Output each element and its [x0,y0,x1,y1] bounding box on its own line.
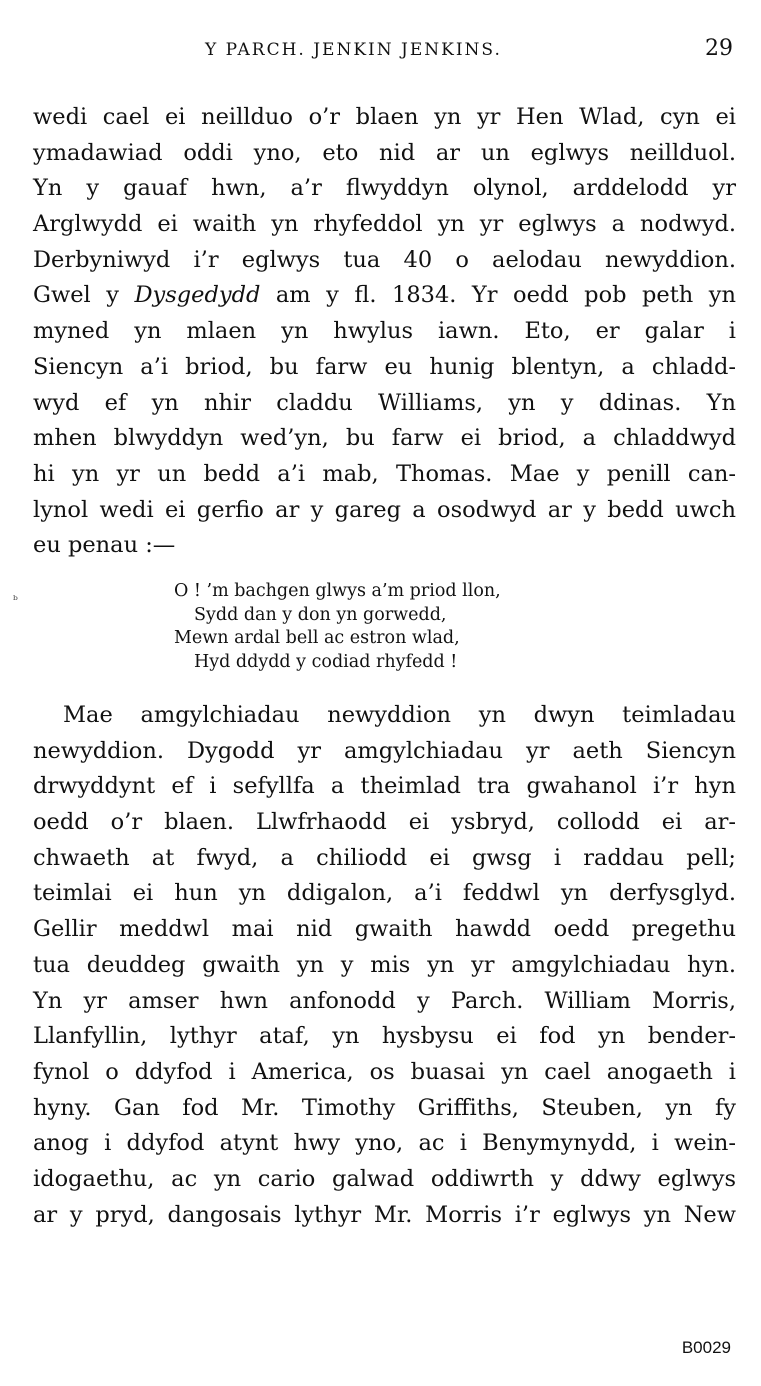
text-line: tua deuddeg gwaith yn y mis yn yr amgylchiadau hyn. [33,951,736,978]
text-line: eu penau :— [33,532,176,559]
poem-stanza [174,580,614,674]
text-line: myned yn mlaen yn hwylus iawn. Eto, er galar i [33,318,736,345]
text-line: Yn y gauaf hwn, a’r flwyddyn olynol, arddelodd yr [33,175,736,202]
text-line: drwyddynt ef i sefyllfa a theimlad tra gwahanol i’r hyn [33,773,736,800]
text-line: wyd ef yn nhir claddu Williams, yn y ddinas. Yn [33,389,736,416]
text-line: Yn yr amser hwn anfonodd y Parch. William Morris, [33,987,736,1014]
text-line: Siencyn a’i briod, bu farw eu hunig blentyn, a chladd- [33,353,736,380]
text-line: Arglwydd ei waith yn rhyfeddol yn yr eglwys a nodwyd. [33,211,736,238]
text-line: teimlai ei hun yn ddigalon, a’i feddwl yn derfysglyd. [33,880,736,907]
text-line: hyny. Gan fod Mr. Timothy Griffiths, Steuben, yn fy [33,1094,736,1121]
text-line: ymadawiad oddi yno, eto nid ar un eglwys neillduol. [33,139,736,166]
text-line: Mae amgylchiadau newyddion yn dwyn teimladau [63,702,736,728]
text-line-with-italic: Gwel y Dysgedydd am y fl. 1834. Yr oedd pob peth yn [33,282,736,309]
text-line: mhen blwyddyn wed’yn, bu farw ei briod, a chladdwyd [33,425,736,452]
text-line: ar y pryd, dangosais lythyr Mr. Morris i’r eglwys yn New [33,1201,736,1228]
text-line: idogaethu, ac yn cario galwad oddiwrth y ddwy eglwys [33,1165,736,1192]
poem-line: Hyd ddydd y codiad rhyfedd ! [194,651,458,672]
stray-mark: ᵇ [13,593,18,607]
running-head [33,36,733,70]
text-line: Derbyniwyd i’r eglwys tua 40 o aelodau newyddion. [33,246,736,273]
text-line: hi yn yr un bedd a’i mab, Thomas. Mae y penill can- [33,460,736,487]
text-line: Llanfyllin, lythyr ataf, yn hysbysu ei fod yn bender- [33,1023,736,1050]
text-line: Gellir meddwl mai nid gwaith hawdd oedd pregethu [33,916,736,943]
text-line: anog i ddyfod atynt hwy yno, ac i Benymynydd, i wein- [33,1130,736,1157]
text-line: chwaeth at fwyd, a chiliodd ei gwsg i raddau pell; [33,844,736,871]
poem-line: O ! ’m bachgen glwys a’m priod llon, [174,581,501,601]
page-code: B0029 [681,1338,731,1357]
text-line: oedd o’r blaen. Llwfrhaodd ei ysbryd, collodd ei ar- [33,809,736,836]
poem-line: Mewn ardal bell ac estron wlad, [174,628,460,649]
periodical-title: Dysgedydd [134,282,261,309]
paragraph-1 [33,100,736,564]
paragraph-2 [33,698,736,1233]
poem-line: Sydd dan y don yn gorwedd, [194,604,447,625]
text-line: fynol o ddyfod i America, os buasai yn cael anogaeth i [33,1058,736,1085]
running-title: Y PARCH. JENKIN JENKINS. [205,40,502,60]
text-line: wedi cael ei neillduo o’r blaen yn yr Hen Wlad, cyn ei [33,104,736,130]
page-number: 29 [705,36,733,61]
text-line: newyddion. Dygodd yr amgylchiadau yr aeth Siencyn [33,737,736,764]
text-line: lynol wedi ei gerfio ar y gareg a osodwyd ar y bedd uwch [33,496,736,523]
